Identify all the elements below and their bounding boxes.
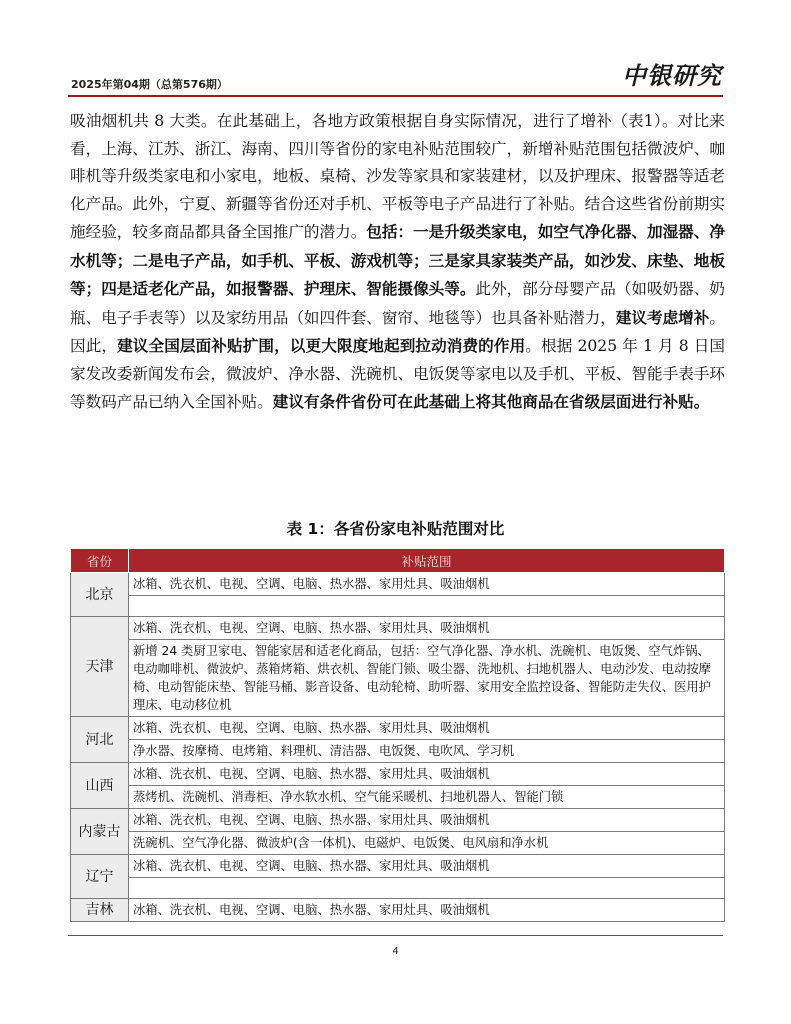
province-cell: 天津 — [71, 617, 129, 717]
scope-cell: 冰箱、洗衣机、电视、空调、电脑、热水器、家用灶具、吸油烟机 — [129, 855, 725, 878]
scope-cell: 冰箱、洗衣机、电视、空调、电脑、热水器、家用灶具、吸油烟机 — [129, 809, 725, 832]
scope-cell: 冰箱、洗衣机、电视、空调、电脑、热水器、家用灶具、吸油烟机 — [129, 899, 725, 922]
table-row — [71, 573, 725, 596]
table-row — [71, 786, 725, 809]
province-cell: 内蒙古 — [71, 809, 129, 855]
issue-number: 2025年第04期（总第576期） — [71, 78, 228, 91]
table-row — [71, 763, 725, 786]
province-cell: 山西 — [71, 763, 129, 809]
page-number: 4 — [392, 946, 399, 957]
province-cell: 河北 — [71, 717, 129, 763]
table-row — [71, 596, 725, 617]
table-row — [71, 855, 725, 878]
table-title: 表 1：各省份家电补贴范围对比 — [286, 520, 505, 538]
table-row — [71, 740, 725, 763]
table-row — [71, 809, 725, 832]
scope-cell: 冰箱、洗衣机、电视、空调、电脑、热水器、家用灶具、吸油烟机 — [129, 573, 725, 596]
province-cell: 辽宁 — [71, 855, 129, 899]
footer-divider — [68, 935, 723, 936]
body-text-bold: 建议全国层面补贴扩围，以更大限度地起到拉动消费的作用 — [117, 336, 526, 355]
header-divider — [68, 95, 723, 97]
body-text-run: 吸油烟机共 8 大类。在此基础上，各地方政策根据自身实际情况，进行了增补（表1）。对比来看，上海、江苏、浙江、海南、四川等省份的家电补贴范围较广，新增补贴范围包括微波炉、咖啡机等升级类家电和小家电，地板、桌椅、沙发等家具和家装建材，以及护理床、报警器等适老化产品。此外，宁夏、新疆等省份还对手机、平板等电子产品进行了补贴。结合这些省份前期实施经验，较多商品都具备全国推广的潜力。 — [70, 112, 725, 241]
scope-cell: 蒸烤机、洗碗机、消毒柜、净水软水机、空气能采暖机、扫地机器人、智能门锁 — [129, 786, 725, 809]
scope-cell: 冰箱、洗衣机、电视、空调、电脑、热水器、家用灶具、吸油烟机 — [129, 763, 725, 786]
scope-cell: 新增 24 类厨卫家电、智能家居和适老化商品，包括：空气净化器、净水机、洗碗机、电饭煲、空气炸锅、电动咖啡机、微波炉、蒸箱烤箱、烘衣机、智能门锁、吸尘器、洗地机、扫地机器人、电动沙发、电动按摩椅、电动智能床垫、智能马桶、影音设备、电动轮椅、助听器、家用安全监控设备、智能防走失仪、医用护理床、电动移位机 — [129, 640, 725, 717]
body-text-run: 。因此， — [70, 308, 725, 355]
scope-cell: 净水器、按摩椅、电烤箱、料理机、清洁器、电饭煲、电吹风、学习机 — [129, 740, 725, 763]
boc-research-logo: 中银研究 — [622, 61, 722, 90]
table-row — [71, 899, 725, 922]
table-row — [71, 878, 725, 899]
table-row — [71, 832, 725, 855]
column-header-province: 省份 — [71, 549, 129, 573]
body-text-bold: 包括：一是升级类家电，如空气净化器、加湿器、净水机等；二是电子产品，如手机、平板、游戏机等；三是家具家装类产品，如沙发、床垫、地板等；四是适老化产品，如报警器、护理床、智能摄像头等。 — [70, 222, 725, 298]
scope-cell — [129, 596, 725, 617]
table-row — [71, 617, 725, 640]
body-text-run: 。根据 2025 年 1 月 8 日国家发改委新闻发布会，微波炉、净水器、洗碗机、电饭煲等家电以及手机、平板、智能手表手环等数码产品已纳入全国补贴。 — [70, 337, 725, 411]
scope-cell: 洗碗机、空气净化器、微波炉(含一体机)、电磁炉、电饭煲、电风扇和净水机 — [129, 832, 725, 855]
table-row — [71, 717, 725, 740]
province-cell: 北京 — [71, 573, 129, 617]
scope-cell: 冰箱、洗衣机、电视、空调、电脑、热水器、家用灶具、吸油烟机 — [129, 617, 725, 640]
scope-cell: 冰箱、洗衣机、电视、空调、电脑、热水器、家用灶具、吸油烟机 — [129, 717, 725, 740]
body-text-bold: 建议有条件省份可在此基础上将其他商品在省级层面进行补贴。 — [272, 392, 710, 411]
body-text-run: 此外，部分母婴产品（如吸奶器、奶瓶、电子手表等）以及家纺用品（如四件套、窗帘、地毯等）也具备补贴潜力， — [70, 280, 725, 327]
table-header-row — [71, 549, 725, 573]
province-cell: 吉林 — [71, 899, 129, 922]
scope-cell — [129, 878, 725, 899]
body-paragraph — [70, 108, 725, 417]
body-text — [70, 108, 725, 417]
subsidy-table — [70, 548, 725, 922]
column-header-scope: 补贴范围 — [129, 549, 725, 573]
body-text-bold: 建议考虑增补 — [615, 307, 710, 327]
table-row — [71, 640, 725, 717]
